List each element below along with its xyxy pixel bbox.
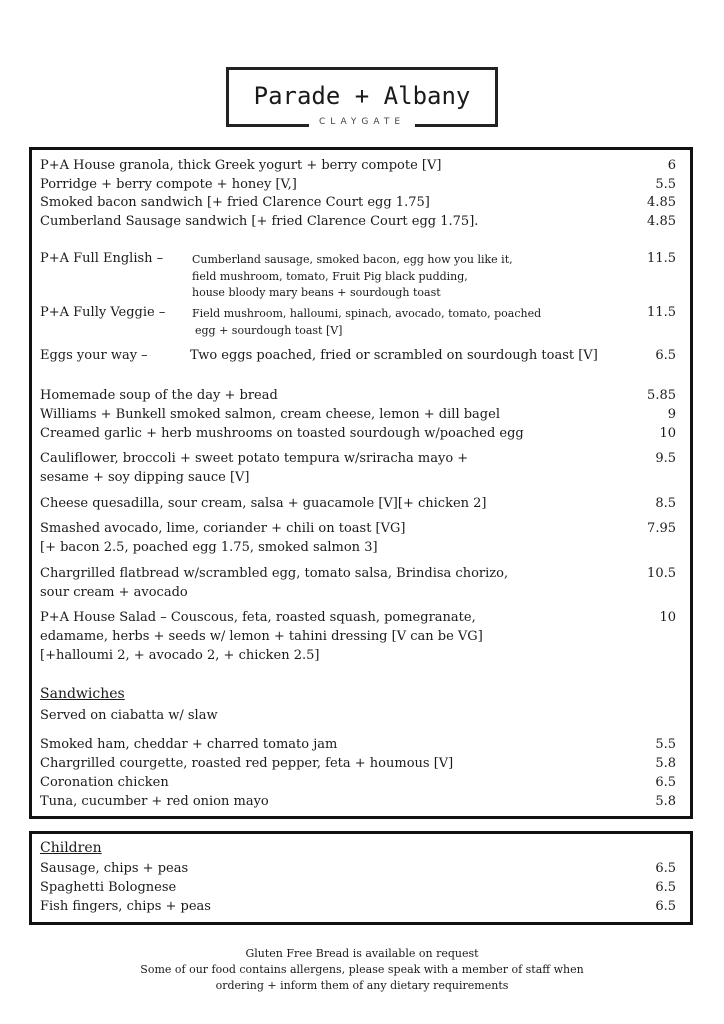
item-name-cont: [+ bacon 2.5, poached egg 1.75, smoked salmon 3] <box>40 540 378 555</box>
menu-item <box>40 519 676 557</box>
menu-item <box>40 608 676 665</box>
item-price: 5.5 <box>655 177 676 192</box>
section-subheading: Served on ciabatta w/ slaw <box>40 708 218 723</box>
item-description: egg + sourdough toast [V] <box>195 324 343 337</box>
menu-item <box>40 494 676 513</box>
children-item <box>40 859 676 878</box>
item-price: 10.5 <box>647 566 676 581</box>
item-price: 5.85 <box>647 388 676 403</box>
item-price: 6.5 <box>655 861 676 876</box>
section-heading-sandwiches: Sandwiches <box>40 686 125 702</box>
item-price: 5.8 <box>655 794 676 809</box>
item-price: 5.5 <box>655 737 676 752</box>
menu-item <box>40 175 676 194</box>
main-menu-panel <box>29 147 693 819</box>
menu-item <box>40 449 676 487</box>
item-price: 7.95 <box>647 521 676 536</box>
item-price: 6.5 <box>655 899 676 914</box>
footer-line: Gluten Free Bread is available on request <box>245 947 479 960</box>
item-price: 4.85 <box>647 214 676 229</box>
item-name: Smoked bacon sandwich [+ fried Clarence Court egg 1.75] <box>40 195 430 210</box>
item-name: Cauliflower, broccoli + sweet potato tempura w/sriracha mayo + <box>40 451 469 466</box>
item-price: 4.85 <box>647 195 676 210</box>
item-description: Field mushroom, halloumi, spinach, avocado, tomato, poached <box>192 307 542 320</box>
item-name-cont: sesame + soy dipping sauce [V] <box>40 470 250 485</box>
item-label: P+A Fully Veggie – <box>40 305 166 320</box>
item-description: Two eggs poached, fried or scrambled on sourdough toast [V] <box>190 348 598 363</box>
item-name: Chargrilled flatbread w/scrambled egg, tomato salsa, Brindisa chorizo, <box>40 566 509 581</box>
item-name: Coronation chicken <box>40 775 169 790</box>
item-name-cont: sour cream + avocado <box>40 585 188 600</box>
sandwich-item <box>40 773 676 792</box>
logo-subtitle: CLAYGATE <box>309 117 415 127</box>
item-price: 9.5 <box>655 451 676 466</box>
item-name: Williams + Bunkell smoked salmon, cream cheese, lemon + dill bagel <box>40 407 500 422</box>
footer-line: ordering + inform them of any dietary requirements <box>215 979 509 992</box>
menu-item <box>40 212 676 231</box>
menu-item <box>40 564 676 602</box>
item-description: Cumberland sausage, smoked bacon, egg how you like it, <box>192 253 513 266</box>
menu-item <box>40 156 676 175</box>
item-price: 6 <box>667 158 676 173</box>
item-name: Homemade soup of the day + bread <box>40 388 278 403</box>
item-name: Spaghetti Bolognese <box>40 880 177 895</box>
item-price: 9 <box>667 407 676 422</box>
item-name: Fish fingers, chips + peas <box>40 899 211 914</box>
item-name: Creamed garlic + herb mushrooms on toasted sourdough w/poached egg <box>40 426 524 441</box>
item-price: 6.5 <box>655 880 676 895</box>
menu-item <box>40 193 676 212</box>
item-name: Chargrilled courgette, roasted red pepper, feta + houmous [V] <box>40 756 454 771</box>
item-name: Porridge + berry compote + honey [V,] <box>40 177 297 192</box>
item-price: 10 <box>659 426 676 441</box>
item-name: Cheese quesadilla, sour cream, salsa + guacamole [V][+ chicken 2] <box>40 496 487 511</box>
menu-item <box>40 386 676 405</box>
item-label: P+A Full English – <box>40 251 164 266</box>
logo-title: Parade + Albany <box>253 82 471 110</box>
item-price: 5.8 <box>655 756 676 771</box>
item-name: P+A House granola, thick Greek yogurt + berry compote [V] <box>40 158 442 173</box>
item-description: house bloody mary beans + sourdough toast <box>192 286 441 299</box>
item-name: P+A House Salad – Couscous, feta, roasted squash, pomegranate, <box>40 610 476 625</box>
item-price: 11.5 <box>647 251 676 266</box>
menu-item <box>40 424 676 443</box>
sandwich-item <box>40 735 676 754</box>
sandwich-item <box>40 792 676 811</box>
item-price: 11.5 <box>647 305 676 320</box>
children-item <box>40 878 676 897</box>
item-label: Eggs your way – <box>40 348 148 363</box>
menu-item <box>40 405 676 424</box>
section-heading-children: Children <box>40 840 102 856</box>
item-name: Cumberland Sausage sandwich [+ fried Clarence Court egg 1.75]. <box>40 214 479 229</box>
footer-notice <box>0 946 724 994</box>
item-name: Smashed avocado, lime, coriander + chili on toast [VG] <box>40 521 406 536</box>
children-item <box>40 897 676 916</box>
item-name: Sausage, chips + peas <box>40 861 189 876</box>
item-name-cont: edamame, herbs + seeds w/ lemon + tahini dressing [V can be VG] <box>40 629 483 644</box>
item-name: Smoked ham, cheddar + charred tomato jam <box>40 737 338 752</box>
item-price: 6.5 <box>655 775 676 790</box>
item-description: field mushroom, tomato, Fruit Pig black pudding, <box>192 270 468 283</box>
children-menu-panel <box>29 831 693 925</box>
item-price: 6.5 <box>655 348 676 363</box>
item-name-cont: [+halloumi 2, + avocado 2, + chicken 2.5] <box>40 648 320 663</box>
item-price: 8.5 <box>655 496 676 511</box>
sandwich-item <box>40 754 676 773</box>
item-price: 10 <box>659 610 676 625</box>
footer-line: Some of our food contains allergens, please speak with a member of staff when <box>140 963 584 976</box>
item-name: Tuna, cucumber + red onion mayo <box>40 794 269 809</box>
